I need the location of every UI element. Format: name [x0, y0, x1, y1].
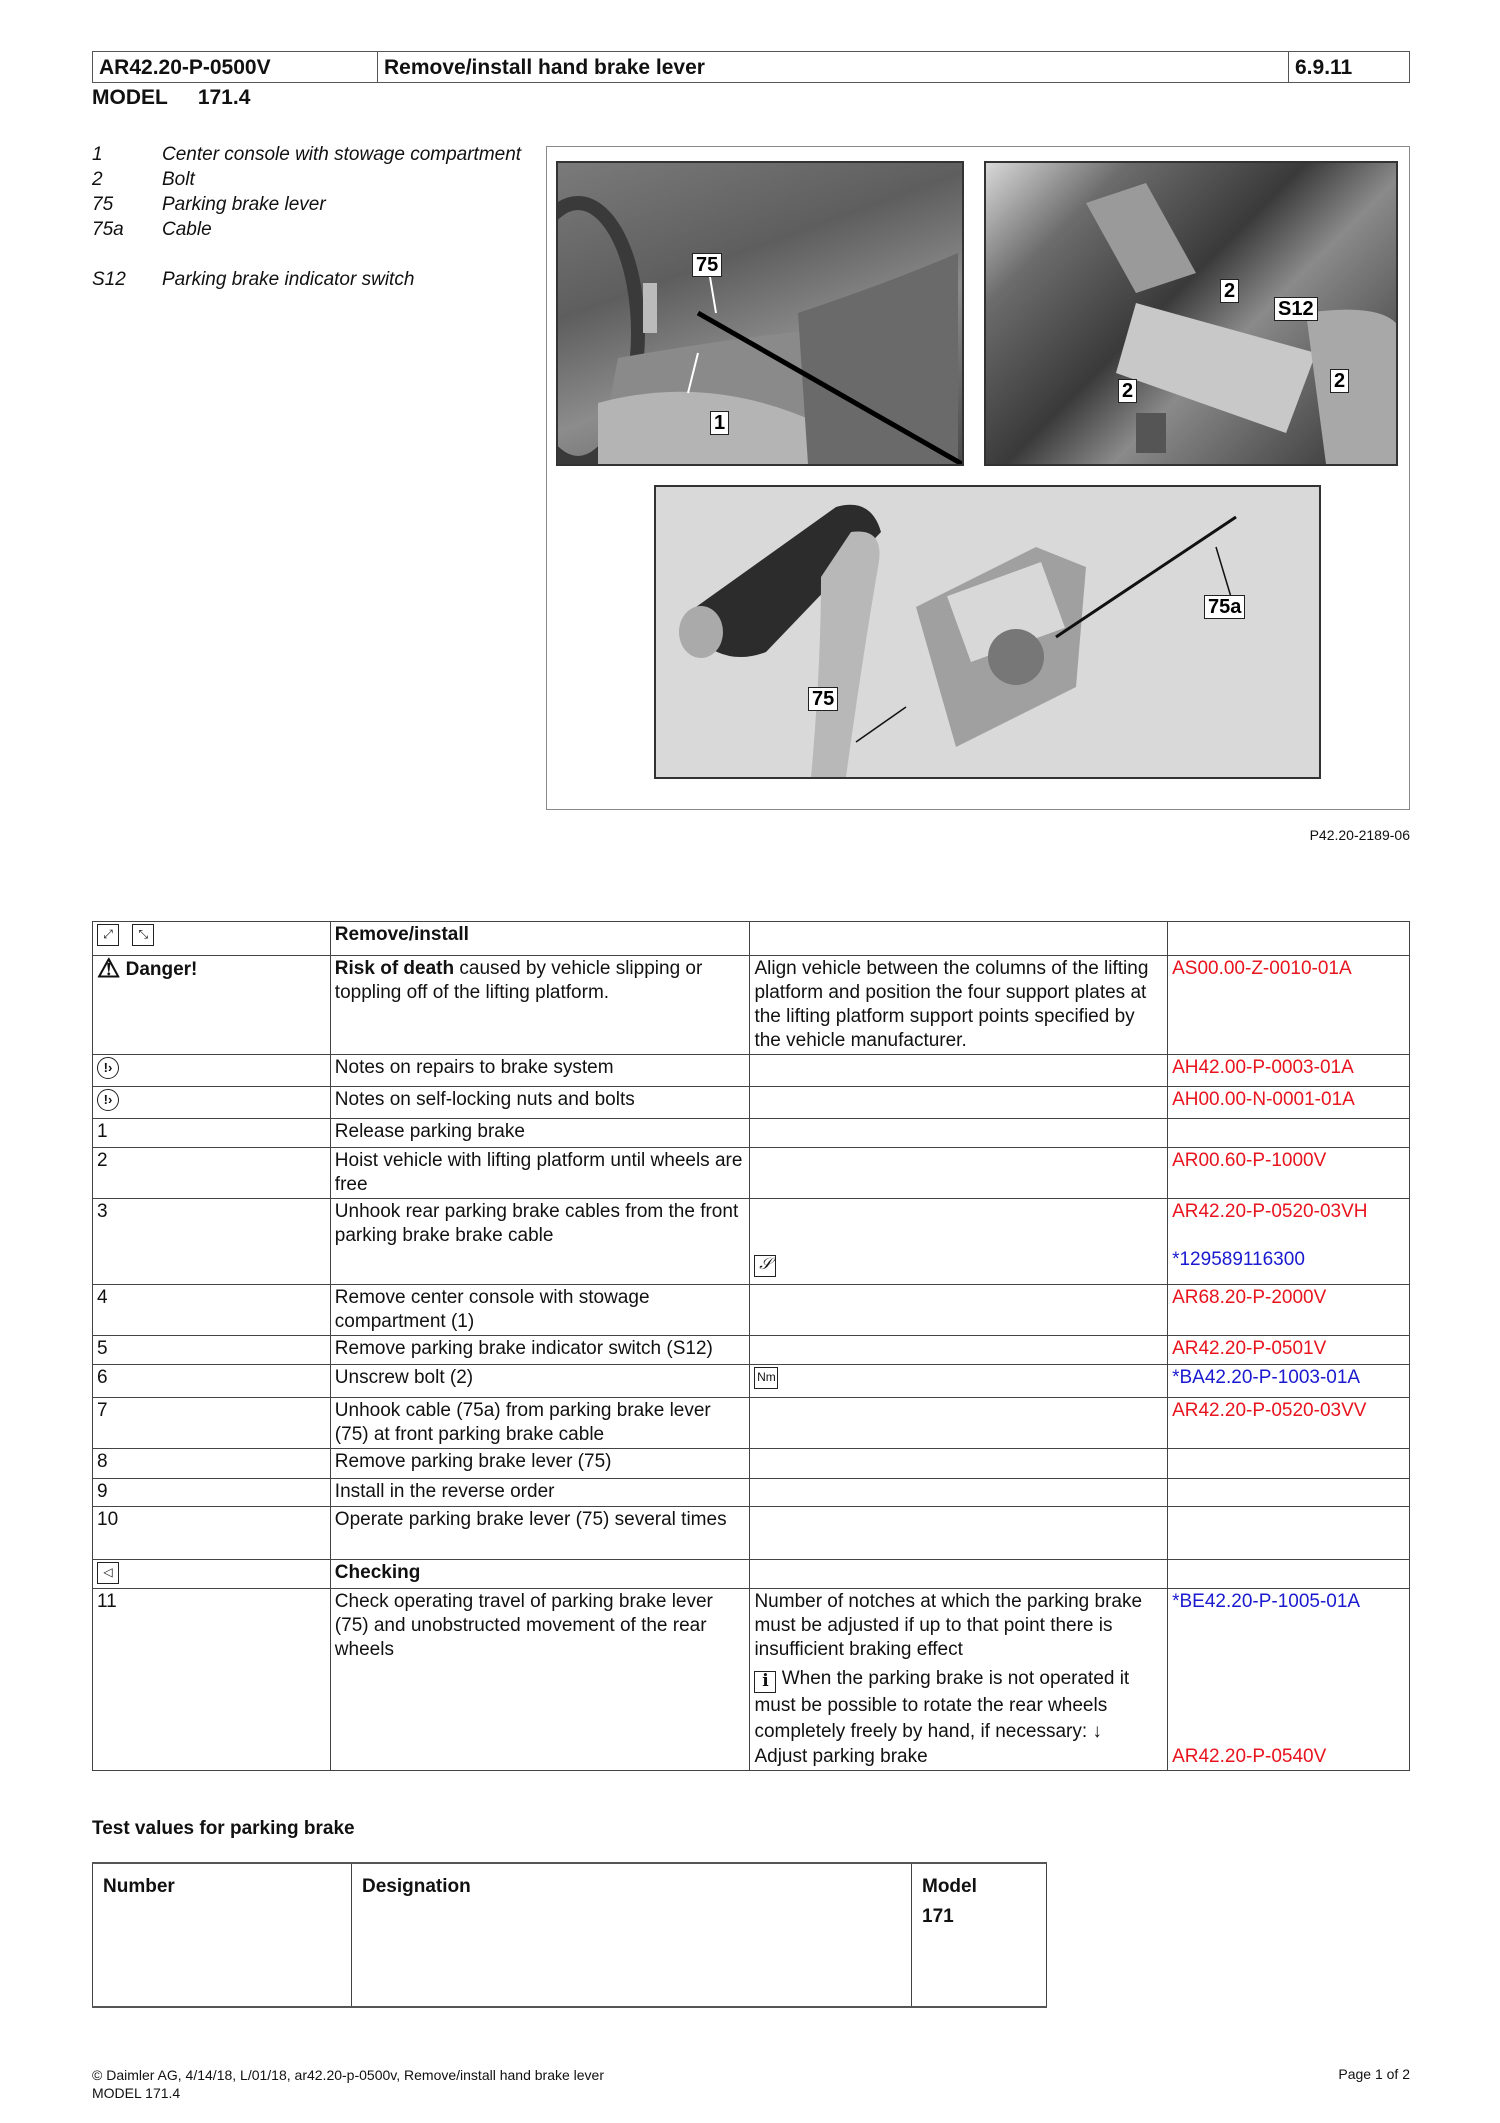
brake-lever-sketch-icon — [656, 487, 1319, 777]
reference-link[interactable]: AR42.20-P-0520-03VH — [1172, 1201, 1368, 1222]
figure-id: P42.20-2189-06 — [1309, 827, 1410, 843]
torque-icon: Nm — [754, 1367, 778, 1389]
column-header: Number — [93, 1863, 352, 2007]
special-tool-icon: 𝒮 — [754, 1255, 776, 1277]
model-value: 171.4 — [197, 86, 251, 109]
table-row: 7 Unhook cable (75a) from parking brake lever (75) at front parking brake cable AR42.20-P-0520-03VV — [93, 1398, 1410, 1449]
warning-icon: ⚠ — [97, 953, 121, 983]
legend-item: 75a Cable — [92, 219, 212, 240]
table-row: 1 Release parking brake — [93, 1119, 1410, 1148]
brake-mount-sketch-icon — [986, 163, 1396, 464]
footer-copyright: © Daimler AG, 4/14/18, L/01/18, ar42.20-p-0500v, Remove/install hand brake lever — [92, 2067, 605, 2083]
danger-instruction: Align vehicle between the columns of the lifting platform and position the four support plates at the lifting platform support points specified by the vehicle manufacturer. — [750, 956, 1168, 1055]
table-row: 5 Remove parking brake indicator switch (S12) AR42.20-P-0501V — [93, 1336, 1410, 1365]
callout-75a: 75a — [1204, 595, 1245, 619]
info-icon: i — [754, 1671, 776, 1693]
table-row: 2 Hoist vehicle with lifting platform until wheels are free AR00.60-P-1000V — [93, 1148, 1410, 1199]
table-row — [93, 1560, 1410, 1589]
danger-bold: Risk of death — [334, 958, 455, 979]
note-icon: !› — [97, 1089, 119, 1111]
step11-detail: Number of notches at which the parking brake must be adjusted if up to that point there is insufficient braking effect — [754, 1591, 1143, 1660]
illustration-figure — [546, 146, 1410, 810]
danger-text: caused by vehicle slipping or toppling off of the lifting platform. — [334, 958, 703, 1003]
reference-link[interactable]: *BA42.20-P-1003-01A — [1168, 1365, 1410, 1398]
model-value: 171 — [922, 1906, 954, 1927]
legend-item: S12 Parking brake indicator switch — [92, 269, 415, 290]
reference-link[interactable]: AS00.00-Z-0010-01A — [1168, 956, 1410, 1055]
document-title: Remove/install hand brake lever — [378, 52, 1289, 82]
callout-75: 75 — [692, 253, 722, 277]
test-values-table — [92, 1862, 1047, 2008]
table-row: 6 Unscrew bolt (2) Nm *BA42.20-P-1003-01A — [93, 1365, 1410, 1398]
document-header — [92, 51, 1410, 83]
callout-2: 2 — [1118, 379, 1137, 403]
table-row — [93, 1863, 1047, 2007]
model-label: MODEL — [92, 86, 168, 109]
callout-75: 75 — [808, 687, 838, 711]
table-row: 11 Check operating travel of parking brake lever (75) and unobstructed movement of the rear wheels Number of notches at which the parking brake must be adjusted if up to that point there is insufficient braking effect i When the parking brake is not operated it must be possible to rotate the rear wheels completely freely by hand, if necessary: ↓ Adjust parking brake *BE42.20-P-1005-01A AR42.20-P-0540V — [93, 1589, 1410, 1771]
table-row: !› Notes on repairs to brake system AH42.00-P-0003-01A — [93, 1055, 1410, 1087]
table-row — [93, 956, 1410, 1055]
table-row: 3 Unhook rear parking brake cables from the front parking brake brake cable 𝒮 AR42.20-P-0520-03VH *129589116300 — [93, 1199, 1410, 1285]
remove-icon: ⤢ — [97, 924, 119, 946]
test-values-title: Test values for parking brake — [92, 1818, 355, 1839]
adjust-text: Adjust parking brake — [754, 1746, 928, 1767]
callout-s12: S12 — [1274, 297, 1318, 321]
reference-link[interactable]: AH00.00-N-0001-01A — [1168, 1087, 1410, 1119]
table-row: !› Notes on self-locking nuts and bolts AH00.00-N-0001-01A — [93, 1087, 1410, 1119]
legend-item: 1 Center console with stowage compartment — [92, 144, 522, 165]
reference-link[interactable]: AR00.60-P-1000V — [1168, 1148, 1410, 1199]
table-row: 4 Remove center console with stowage compartment (1) AR68.20-P-2000V — [93, 1285, 1410, 1336]
legend-item: 75 Parking brake lever — [92, 194, 326, 215]
danger-label: Danger! — [125, 959, 198, 980]
interior-sketch-icon — [558, 163, 962, 464]
table-row: 10 Operate parking brake lever (75) several times — [93, 1507, 1410, 1560]
reference-link[interactable]: AR68.20-P-2000V — [1168, 1285, 1410, 1336]
procedure-table — [92, 921, 1410, 1771]
footer-model: MODEL 171.4 — [92, 2085, 181, 2101]
column-header: Model — [922, 1876, 977, 1897]
page-number: Page 1 of 2 — [1338, 2066, 1410, 2082]
check-icon: ◁ — [97, 1562, 119, 1584]
reference-link[interactable]: AH42.00-P-0003-01A — [1168, 1055, 1410, 1087]
reference-link[interactable]: AR42.20-P-0540V — [1172, 1746, 1327, 1767]
table-row — [93, 922, 1410, 956]
section-heading: Checking — [330, 1560, 750, 1589]
callout-2: 2 — [1330, 369, 1349, 393]
model-line — [92, 86, 250, 110]
document-id: AR42.20-P-0500V — [93, 52, 378, 82]
photo-brake-lever — [654, 485, 1321, 779]
table-row: 8 Remove parking brake lever (75) — [93, 1449, 1410, 1479]
section-heading: Remove/install — [330, 922, 750, 956]
info-text: When the parking brake is not operated it must be possible to rotate the rear wheels completely freely by hand, if necessary: ↓ — [754, 1668, 1130, 1742]
tool-reference-link[interactable]: *129589116300 — [1172, 1249, 1305, 1270]
callout-1: 1 — [710, 411, 729, 435]
photo-brake-mount — [984, 161, 1398, 466]
parts-legend — [92, 142, 522, 292]
document-version: 6.9.11 — [1295, 56, 1353, 79]
column-header: Designation — [352, 1863, 912, 2007]
note-icon: !› — [97, 1057, 119, 1079]
footer — [92, 2066, 604, 2102]
photo-center-console — [556, 161, 964, 466]
table-row: 9 Install in the reverse order — [93, 1479, 1410, 1507]
reference-link[interactable]: AR42.20-P-0520-03VV — [1168, 1398, 1410, 1449]
callout-2: 2 — [1220, 279, 1239, 303]
install-icon: ⤡ — [132, 924, 154, 946]
reference-link[interactable]: AR42.20-P-0501V — [1168, 1336, 1410, 1365]
reference-link[interactable]: *BE42.20-P-1005-01A — [1172, 1591, 1361, 1612]
legend-item: 2 Bolt — [92, 169, 195, 190]
